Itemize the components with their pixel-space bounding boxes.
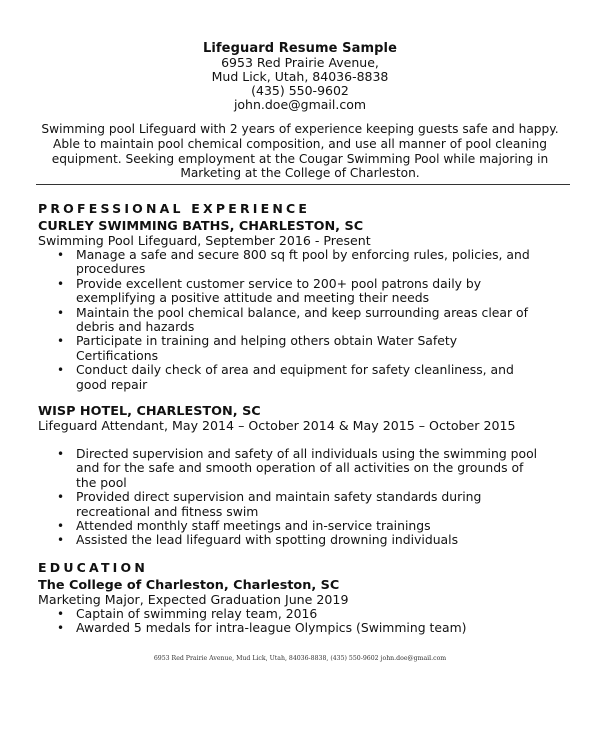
list-item	[38, 447, 538, 490]
page-footer: 6953 Red Prairie Avenue, Mud Lick, Utah, 84036-8838, (435) 550-9602 john.doe@gmail.com	[153, 655, 447, 662]
summary-paragraph: Swimming pool Lifeguard with 2 years of experience keeping guests safe and happy. Able to maintain pool chemical composition, and use all manner of pool cleaning equipment. Seeking employment at the Cougar Swimming Pool while majoring in Marketing at the College of Charleston.	[41, 122, 559, 181]
resume-header	[0, 41, 600, 112]
list-item	[38, 621, 538, 635]
bullet-icon: •	[57, 447, 65, 461]
resume-title: Lifeguard Resume Sample	[202, 41, 398, 56]
job-1-bullets	[38, 248, 538, 392]
bullet-text: Directed supervision and safety of all individuals using the swimming pool and for the safe and smooth operation of all activities on the grounds of the pool	[76, 446, 538, 490]
education-bullets	[38, 607, 538, 636]
degree-line: Marketing Major, Expected Graduation June 2019	[38, 592, 349, 607]
list-item	[38, 490, 538, 519]
job-org-1: CURLEY SWIMMING BATHS, CHARLESTON, SC	[38, 219, 364, 234]
list-item	[38, 607, 538, 621]
bullet-text: Maintain the pool chemical balance, and keep surrounding areas clear of debris and hazards	[76, 304, 528, 335]
phone-number: (435) 550-9602	[251, 83, 349, 98]
job-org-2: WISP HOTEL, CHARLESTON, SC	[38, 404, 261, 419]
bullet-icon: •	[57, 519, 65, 534]
job-role-2: Lifeguard Attendant, May 2014 – October 2014 & May 2015 – October 2015	[38, 418, 516, 433]
email-address: john.doe@gmail.com	[233, 97, 367, 112]
bullet-icon: •	[57, 533, 65, 548]
bullet-icon: •	[57, 305, 65, 320]
bullet-icon: •	[57, 248, 65, 262]
list-item	[38, 533, 538, 547]
bullet-icon: •	[57, 607, 65, 621]
bullet-text: Captain of swimming relay team, 2016	[76, 606, 318, 621]
list-item	[38, 363, 538, 392]
bullet-icon: •	[57, 363, 65, 378]
list-item	[38, 519, 538, 533]
bullet-text: Provided direct supervision and maintain safety standards during recreational and fitness swim	[76, 489, 482, 519]
list-item	[38, 306, 538, 335]
job-role-1: Swimming Pool Lifeguard, September 2016 - Present	[38, 233, 371, 248]
bullet-text: Manage a safe and secure 800 sq ft pool by enforcing rules, policies, and procedures	[76, 247, 530, 277]
bullet-text: Awarded 5 medals for intra-league Olympics (Swimming team)	[76, 620, 467, 636]
list-item	[38, 277, 538, 306]
list-item	[38, 248, 538, 277]
job-2-bullets	[38, 447, 538, 548]
bullet-text: Participate in training and helping others obtain Water Safety Certifications	[76, 333, 458, 363]
horizontal-divider	[36, 184, 570, 185]
bullet-icon: •	[57, 334, 65, 349]
section-heading-experience: PROFESSIONAL EXPERIENCE	[38, 201, 311, 216]
bullet-text: Attended monthly staff meetings and in-service trainings	[76, 518, 431, 534]
bullet-text: Conduct daily check of area and equipment for safety cleanliness, and good repair	[76, 362, 514, 392]
address-line-2: Mud Lick, Utah, 84036-8838	[211, 69, 389, 84]
bullet-text: Assisted the lead lifeguard with spotting drowning individuals	[76, 532, 459, 548]
address-line-1: 6953 Red Prairie Avenue,	[221, 55, 379, 70]
school-name: The College of Charleston, Charleston, SC	[38, 578, 340, 593]
bullet-icon: •	[57, 276, 65, 291]
bullet-text: Provide excellent customer service to 200+ pool patrons daily by exemplifying a positive attitude and meeting their needs	[76, 275, 482, 306]
bullet-icon: •	[57, 490, 65, 505]
section-heading-education: EDUCATION	[38, 560, 149, 575]
list-item	[38, 334, 538, 363]
bullet-icon: •	[57, 621, 65, 636]
